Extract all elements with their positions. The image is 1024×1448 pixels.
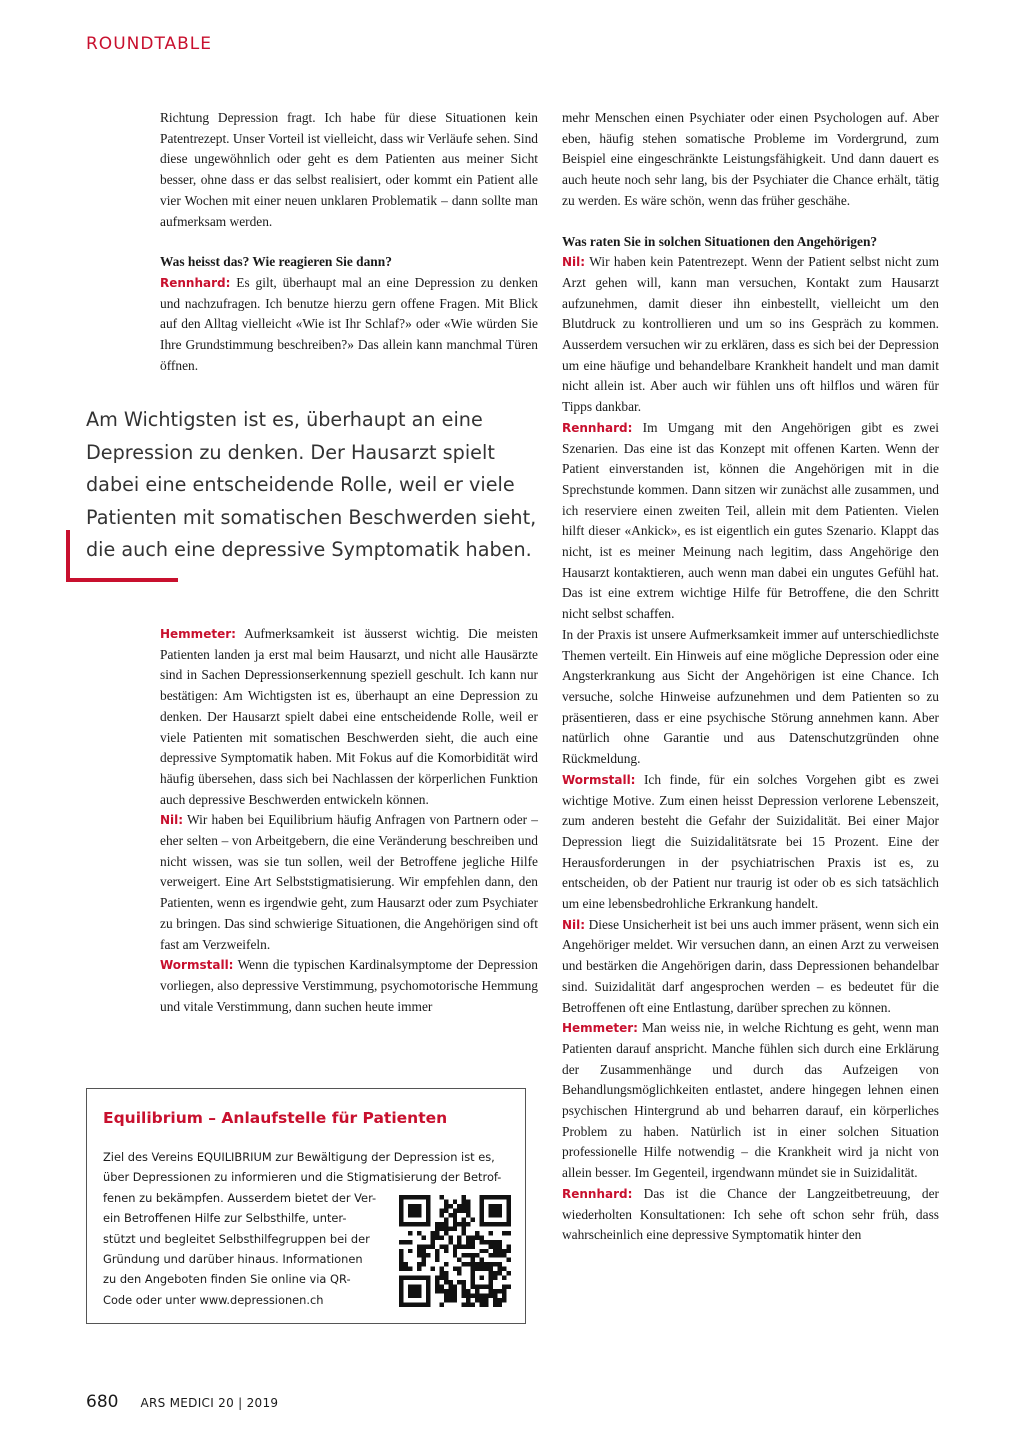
speaker-text: Wenn die typischen Kardinalsymptome der Depression vorliegen, also depressive Verstimmung, psychomotorische Hemmung und vitale Verstimmung, dann suchen heute immer <box>160 957 538 1014</box>
paragraph: mehr Menschen einen Psychiater oder einen Psychologen auf. Aber eben, häufig stehen somatische Probleme im Vordergrund, zum Beispiel eine eingeschränkte Leistungsfähigkeit. Und dann dauert es auch heute noch sehr lang, bis der Psychiater die Chance erhält, tätig zu werden. Es wäre schön, wenn das früher geschähe. <box>562 110 939 208</box>
speaker-paragraph <box>562 770 939 915</box>
quote-bracket-vertical <box>66 530 70 582</box>
page-number: 680 <box>86 1392 119 1412</box>
speaker-label: Nil: <box>562 255 586 270</box>
speaker-label: Nil: <box>160 813 184 828</box>
journal-issue: ARS MEDICI 20 | 2019 <box>140 1396 279 1410</box>
speaker-label: Rennhard: <box>160 275 231 290</box>
speaker-text: Aufmerksamkeit ist äusserst wichtig. Die meisten Patienten landen ja erst mal beim Hausarzt, und nicht alle Hausärzte sind in Sachen Depressionserkennung speziell geschult. Ich kann nur bestätigen: Am Wichtigsten ist es, überhaupt an eine Depression zu denken. Der Hausarzt spielt dabei eine entscheidende Rolle, weil er viele Patienten mit somatischen Beschwerden sieht, die auch eine depressive Symptomatik haben. Mit Fokus auf die Komorbidität wird häufig übersehen, dass sich bei Nachlassen der körperlichen Funktion auch depressive Beschwerden entwickeln können. <box>160 626 538 807</box>
quote-bracket-horizontal <box>66 578 178 582</box>
pull-quote-line: dabei eine entscheidende Rolle, weil er viele <box>86 473 515 496</box>
info-box-title: Equilibrium – Anlaufstelle für Patienten <box>103 1109 448 1127</box>
speaker-label: Wormstall: <box>160 958 234 973</box>
info-box-line: über Depressionen zu informieren und die Stigmatisierung der Betrof- <box>103 1170 502 1185</box>
speaker-paragraph <box>160 810 538 955</box>
info-box-line: ein Betroffenen Hilfe zur Selbsthilfe, unter- <box>103 1211 347 1226</box>
pull-quote-line: die auch eine depressive Symptomatik haben. <box>86 538 532 561</box>
left-column-top <box>160 108 538 376</box>
speaker-label: Hemmeter: <box>160 627 236 641</box>
speaker-paragraph <box>562 252 939 418</box>
section-header: ROUNDTABLE <box>86 34 213 54</box>
speaker-label: Rennhard: <box>562 1186 633 1201</box>
interview-question: Was raten Sie in solchen Situationen den Angehörigen? <box>562 233 878 249</box>
info-box <box>86 1088 526 1324</box>
speaker-text: Man weiss nie, in welche Richtung es geht, wenn man Patienten darauf anspricht. Manche fühlen sich durch eine Erklärung der Zusammenhänge und durch das Aufzeigen von Behandlungsmöglichkeiten entlastet, andere hingegen lehnen einen psychischen Hintergrund ab und beharren darauf, ein körperliches Problem zu haben. Natürlich ist in einer solchen Situation professionelle Hilfe notwendig – die Krankheit wird ja nicht von allein besser. Im Gegenteil, irgendwann mündet sie in Suizidalität. <box>562 1020 939 1181</box>
paragraph: Richtung Depression fragt. Ich habe für diese Situationen kein Patentrezept. Unser Vorteil ist vielleicht, dass wir Verläufe sehen. Sind diese ungewöhnlich oder geht es dem Patienten aus meiner Sicht besser, ohne dass er das selbst realisiert, oder kommt ein Patient alle vier Wochen mit einer neuen unklaren Problematik – dann sollte man aufmerksam werden. <box>160 110 538 229</box>
paragraph: In der Praxis ist unsere Aufmerksamkeit immer auf unterschiedlichste Themen verteilt. Ein Hinweis auf eine mögliche Depression oder eine Angsterkrankung aus Sicht der Angehörigen ist eine Chance. Ich versuche, solche Hinweise aufzunehmen und dem Patienten so zu präsentieren, dass er eine psychische Störung annehmen kann. Aber natürlich ohne Garantie und aus Datenschutzgründen ohne Rückmeldung. <box>562 626 939 767</box>
speaker-text: Ich finde, für ein solches Vorgehen gibt es zwei wichtige Motive. Zum einen heisst Depression verlorene Lebenszeit, zum anderen besteht die Gefahr der Suizidalität. Bei einer Major Depression liegt die Suizidalitätsrate bei 15 Prozent. Eine der Herausforderungen in der psychiatrischen Praxis ist es, zu entscheiden, ob der Patient nur traurig ist oder ob es sich tatsächlich um eine lebensbedrohliche Erkrankung handelt. <box>562 771 939 912</box>
left-column-bottom <box>160 624 538 1017</box>
pull-quote <box>86 404 546 567</box>
speaker-label: Rennhard: <box>562 420 633 435</box>
speaker-paragraph <box>562 1018 939 1184</box>
info-box-line: Ziel des Vereins EQUILIBRIUM zur Bewältigung der Depression ist es, <box>103 1150 495 1164</box>
pull-quote-line: Am Wichtigsten ist es, überhaupt an eine <box>86 408 483 431</box>
speaker-paragraph <box>562 1184 939 1246</box>
speaker-paragraph <box>562 915 939 1019</box>
info-box-line: Code oder unter www.depressionen.ch <box>103 1292 324 1307</box>
speaker-text: Diese Unsicherheit ist bei uns auch immer präsent, wenn sich ein Angehöriger meldet. Wir versuchen dann, an einen Arzt zu verweisen und bestärken die Angehörigen darin, dass Depressionen behandelbar sind. Suizidalität darf angesprochen werden – es bedeutet für die Betroffenen oft eine Entlastung, darüber sprechen zu können. <box>562 916 939 1015</box>
speaker-text: Es gilt, überhaupt mal an eine Depression zu denken und nachzufragen. Ich benutze hierzu gern offene Fragen. Mit Blick auf den Alltag vielleicht «Wie ist Ihr Schlaf?» oder «Wie würden Sie Ihre Grundstimmung beschreiben?» Das allein kann manchmal Türen öffnen. <box>160 274 538 373</box>
speaker-label: Nil: <box>562 917 586 932</box>
speaker-paragraph <box>160 955 538 1017</box>
speaker-text: Wir haben bei Equilibrium häufig Anfragen von Partnern oder – eher selten – von Arbeitgebern, die eine Veränderung beschreiben und nicht wissen, was sie tun sollen, weil der Betroffene jegliche Hilfe verweigert. Eine Art Selbststigmatisierung. Wir empfehlen dann, den Patienten, wenn es irgendwie geht, zum Hausarzt oder zum Psychiater zu bringen. Das sind schwierige Situationen, die Angehörigen sind oft fast am Verzweifeln. <box>160 812 538 952</box>
pull-quote-line: Patienten mit somatischen Beschwerden sieht, <box>86 505 537 529</box>
speaker-text: Im Umgang mit den Angehörigen gibt es zwei Szenarien. Das eine ist das Konzept mit offenen Karten. Wenn der Patient einverstanden ist, können die Angehörigen mit in die Sprechstunde kommen. Dann sitzen wir zunächst alle zusammen, und ich reserviere einen zweiten Teil, allein mit dem Patienten. Vielen hilft dieser «Ankick», es ist eigentlich ein gutes Szenario. Klappt das nicht, ist es meiner Meinung nach legitim, dass Angehörige den Hausarzt kontaktieren, auch wenn man dabei ein ungutes Gefühl hat. Das ist eine extrem wichtige Hilfe für Betroffene, die den Schritt nicht selbst schaffen. <box>562 419 939 622</box>
page-footer <box>86 1392 278 1412</box>
right-column <box>562 108 939 1246</box>
speaker-label: Hemmeter: <box>562 1021 638 1036</box>
speaker-paragraph <box>160 624 538 810</box>
info-box-line: fenen zu bekämpfen. Ausserdem bietet der Ver- <box>103 1190 377 1205</box>
pull-quote-line: Depression zu denken. Der Hausarzt spielt <box>86 440 495 464</box>
speaker-text: Wir haben kein Patentrezept. Wenn der Patient selbst nicht zum Arzt gehen will, kann man versuchen, Kontakt zum Hausarzt aufzunehmen, damit dieser ihn einbestellt, vielleicht um den Blutdruck zu kontrollieren und um so ins Gespräch zu kommen. Ausserdem versuchen wir zu erklären, dass es sich bei der Depression um eine häufige und behandelbare Krankheit handelt und man damit nicht allein ist. Aber auch wir fühlen uns oft hilflos und wären für Tipps dankbar. <box>562 254 939 415</box>
info-box-line: stützt und begleitet Selbsthilfegruppen bei der <box>103 1231 370 1246</box>
interview-question: Was heisst das? Wie reagieren Sie dann? <box>160 254 392 270</box>
speaker-paragraph <box>160 273 538 377</box>
info-box-line: Gründung und darüber hinaus. Informationen <box>103 1252 363 1267</box>
info-box-line: zu den Angeboten finden Sie online via QR- <box>103 1272 351 1287</box>
speaker-label: Wormstall: <box>562 772 636 787</box>
speaker-text: Das ist die Chance der Langzeitbetreuung, der wiederholten Konsultationen: Ich sehe oft schon sehr früh, dass wahrscheinlich eine depressive Symptomatik hinter den <box>562 1185 939 1243</box>
qr-code-icon[interactable] <box>399 1195 511 1307</box>
speaker-paragraph <box>562 418 939 625</box>
